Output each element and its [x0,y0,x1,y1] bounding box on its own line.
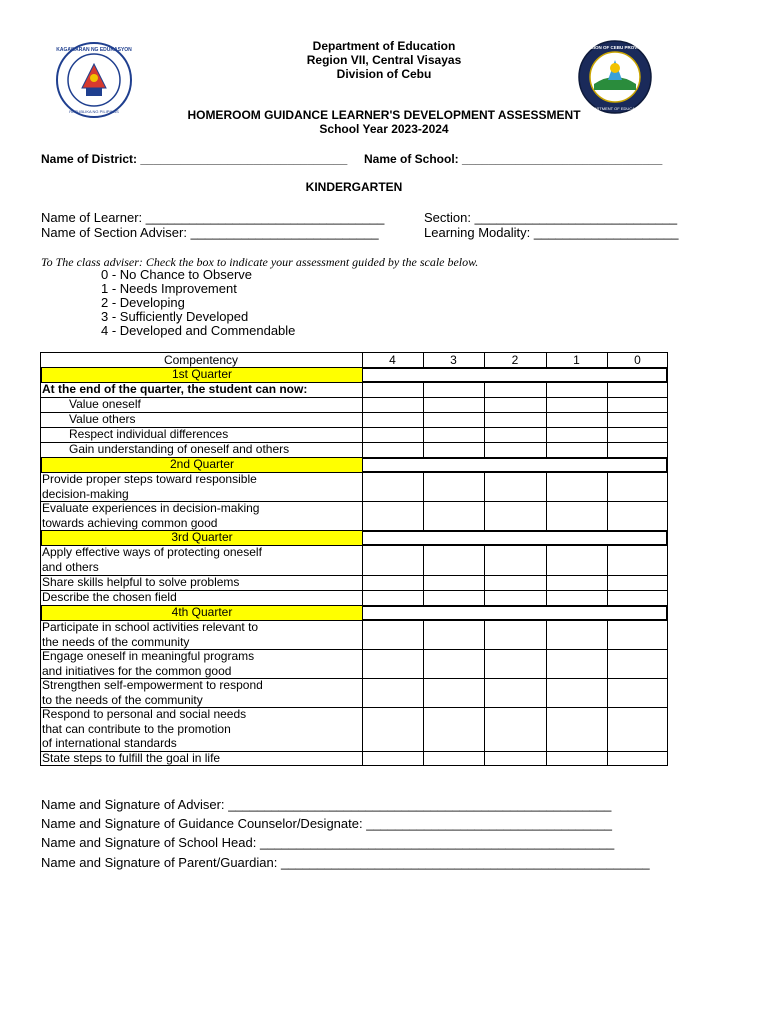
school-head-signature-line[interactable] [41,835,614,850]
score-checkbox-3[interactable] [423,442,484,457]
score-checkbox-1[interactable] [546,751,607,766]
quarter-label: 2nd Quarter [42,458,362,472]
column-divider [423,442,424,457]
competency-item [40,590,362,605]
column-divider [484,352,485,367]
score-checkbox-0[interactable] [607,545,668,575]
column-divider [423,427,424,442]
score-checkbox-2[interactable] [484,412,546,427]
score-checkbox-2[interactable] [484,590,546,605]
score-checkbox-4[interactable] [362,649,423,678]
column-divider [423,352,424,367]
score-checkbox-0[interactable] [607,707,668,751]
column-divider [362,397,363,412]
column-divider [362,472,363,501]
competency-line: of international standards [42,736,177,751]
column-divider [546,472,547,501]
score-checkbox-0[interactable] [607,620,668,649]
column-divider [362,590,363,605]
column-divider [484,545,485,575]
column-divider [607,678,608,707]
column-divider [484,620,485,649]
column-divider [484,590,485,605]
column-divider [546,620,547,649]
column-divider [423,678,424,707]
score-checkbox-3[interactable] [423,590,484,605]
score-checkbox-1[interactable] [546,649,607,678]
column-divider [484,442,485,457]
district-label: Name of District: [41,152,138,166]
score-checkbox-1[interactable] [546,472,607,501]
score-checkbox-1[interactable] [546,575,607,590]
modality-blank: ____________________ [533,225,679,240]
grade-level: KINDERGARTEN [305,180,403,194]
column-divider [607,427,608,442]
column-divider [362,678,363,707]
column-divider [423,545,424,575]
score-checkbox-1[interactable] [546,382,607,397]
parent-signature-line[interactable] [41,855,650,870]
score-checkbox-1[interactable] [546,590,607,605]
score-checkbox-3[interactable] [423,501,484,530]
right-seal-text: DIVISION OF CEBU PROVINCE [581,45,649,50]
header-score-4: 4 [389,353,396,367]
column-divider [362,382,363,397]
school-blank: ______________________________ [462,152,663,166]
signature-blank: _____________________________________________________ [228,797,612,812]
right-seal-bottom: DEPARTMENT OF EDUCATION [585,106,645,111]
score-checkbox-3[interactable] [423,397,484,412]
column-divider [484,707,485,751]
score-checkbox-2[interactable] [484,575,546,590]
signature-label: Name and Signature of Adviser: [41,797,225,812]
column-divider [607,412,608,427]
score-checkbox-4[interactable] [362,678,423,707]
column-divider [607,707,608,751]
score-checkbox-0[interactable] [607,678,668,707]
column-divider [362,412,363,427]
score-checkbox-0[interactable] [607,751,668,766]
competency-line: and others [42,560,99,574]
school-label: Name of School: [364,152,459,166]
score-checkbox-2[interactable] [484,649,546,678]
score-checkbox-4[interactable] [362,427,423,442]
competency-line: Respond to personal and social needs [42,707,247,721]
column-divider [362,620,363,649]
competency-line: towards achieving common good [42,515,218,530]
competency-item [40,649,362,678]
column-divider [607,442,608,457]
column-divider [423,472,424,501]
score-checkbox-3[interactable] [423,620,484,649]
signature-label: Name and Signature of School Head: [41,835,257,850]
score-checkbox-2[interactable] [484,545,546,575]
score-checkbox-3[interactable] [423,678,484,707]
score-checkbox-2[interactable] [484,707,546,751]
column-divider [546,649,547,678]
competency-item [40,707,362,751]
score-checkbox-4[interactable] [362,397,423,412]
score-checkbox-3[interactable] [423,751,484,766]
score-checkbox-1[interactable] [546,707,607,751]
quarter-label: 3rd Quarter [42,531,362,545]
score-checkbox-0[interactable] [607,412,668,427]
score-checkbox-0[interactable] [607,382,668,397]
scale-item-2: 2 - Developing [101,295,185,310]
column-divider [423,649,424,678]
left-seal-text: KAGAWARAN NG EDUKASYON [56,47,132,53]
score-checkbox-2[interactable] [484,678,546,707]
column-divider [546,751,547,766]
competency-line: decision-making [42,486,129,501]
column-divider [546,352,547,367]
score-checkbox-0[interactable] [607,397,668,412]
form-title [0,108,768,136]
column-divider [607,472,608,501]
column-divider [546,575,547,590]
column-divider [607,352,608,367]
score-checkbox-4[interactable] [362,707,423,751]
score-checkbox-2[interactable] [484,472,546,501]
column-divider [362,457,363,472]
quarter-label: 1st Quarter [42,368,362,382]
competency-line: Describe the chosen field [42,590,177,604]
column-divider [546,382,547,397]
score-checkbox-1[interactable] [546,397,607,412]
column-divider [484,575,485,590]
competency-line: the needs of the community [42,634,190,649]
competency-line: Provide proper steps toward responsible [42,472,257,486]
letterhead [0,39,768,81]
column-divider [546,501,547,530]
department-name: Department of Education [312,39,456,53]
score-checkbox-3[interactable] [423,575,484,590]
competency-item: Respect individual differences [69,427,229,441]
column-divider [423,620,424,649]
competency-item [40,575,362,590]
score-checkbox-1[interactable] [546,545,607,575]
score-checkbox-0[interactable] [607,590,668,605]
score-checkbox-4[interactable] [362,442,423,457]
competency-item [40,678,362,707]
competency-item [40,751,362,766]
adviser-blank: __________________________ [190,225,379,240]
column-divider [484,751,485,766]
assessment-table [40,352,668,766]
competency-line: State steps to fulfill the goal in life [42,751,221,765]
column-divider [546,707,547,751]
score-checkbox-2[interactable] [484,442,546,457]
score-checkbox-3[interactable] [423,707,484,751]
section-field[interactable] [424,210,677,225]
division-name: Division of Cebu [336,67,432,81]
column-divider [607,649,608,678]
header-score-2: 2 [511,353,519,367]
competency-item [40,620,362,649]
column-divider [362,367,363,382]
scale-item-0: 0 - No Chance to Observe [101,267,253,282]
scale-item-1: 1 - Needs Improvement [101,281,237,296]
column-divider [607,545,608,575]
district-blank: _______________________________ [140,152,348,166]
header-score-3: 3 [450,353,457,367]
instruction-text: To The class adviser: Check the box to indicate your assessment guided by the scale below. [41,255,479,269]
column-divider [607,382,608,397]
score-checkbox-4[interactable] [362,545,423,575]
competency-line: Evaluate experiences in decision-making [42,501,260,515]
left-seal-bottom: REPUBLIKA NG PILIPINAS [69,109,119,114]
column-divider [362,501,363,530]
column-divider [362,545,363,575]
column-divider [484,472,485,501]
competency-line: Share skills helpful to solve problems [42,575,240,589]
quarter-intro: At the end of the quarter, the student can now: [42,382,308,396]
column-divider [546,412,547,427]
column-divider [546,397,547,412]
column-divider [423,397,424,412]
column-divider [362,751,363,766]
scale-item-4: 4 - Developed and Commendable [101,323,296,338]
score-checkbox-4[interactable] [362,575,423,590]
column-divider [546,678,547,707]
competency-item [40,472,362,501]
column-divider [607,751,608,766]
column-divider [484,501,485,530]
learner-label: Name of Learner: [41,210,143,225]
competency-line: that can contribute to the promotion [42,721,231,736]
score-checkbox-1[interactable] [546,501,607,530]
section-label: Section: [424,210,471,225]
adviser-field[interactable] [41,225,379,240]
competency-line: to the needs of the community [42,692,203,707]
competency-item: Value others [69,412,136,426]
modality-label: Learning Modality: [424,225,531,240]
competency-item [40,501,362,530]
column-divider [546,545,547,575]
quarter-label: 4th Quarter [42,606,362,620]
region-name: Region VII, Central Visayas [306,53,462,67]
modality-field[interactable] [424,225,678,240]
counselor-signature-line[interactable] [41,816,612,831]
section-blank: ____________________________ [474,210,678,225]
score-checkbox-2[interactable] [484,620,546,649]
score-checkbox-2[interactable] [484,397,546,412]
score-checkbox-0[interactable] [607,501,668,530]
column-divider [362,530,363,545]
score-checkbox-0[interactable] [607,442,668,457]
column-divider [362,707,363,751]
column-divider [607,590,608,605]
column-divider [546,590,547,605]
header-score-1: 1 [573,353,580,367]
learner-blank: _________________________________ [145,210,385,225]
score-checkbox-3[interactable] [423,412,484,427]
column-divider [607,575,608,590]
competency-item: Gain understanding of oneself and others [69,442,290,456]
score-checkbox-3[interactable] [423,649,484,678]
score-checkbox-3[interactable] [423,545,484,575]
school-field[interactable] [364,152,662,167]
column-divider [423,590,424,605]
column-divider [423,707,424,751]
score-checkbox-1[interactable] [546,678,607,707]
learner-field[interactable] [41,210,384,225]
score-checkbox-0[interactable] [607,472,668,501]
competency-line: Engage oneself in meaningful programs [42,649,255,663]
score-checkbox-3[interactable] [423,427,484,442]
score-checkbox-3[interactable] [423,472,484,501]
score-checkbox-4[interactable] [362,620,423,649]
competency-line: Strengthen self-empowerment to respond [42,678,263,692]
header-score-0: 0 [634,353,641,367]
score-checkbox-2[interactable] [484,501,546,530]
score-checkbox-4[interactable] [362,472,423,501]
competency-line: Apply effective ways of protecting oneself [42,545,262,559]
scale-item-3: 3 - Sufficiently Developed [101,309,249,324]
competency-line: and initiatives for the common good [42,663,232,678]
column-divider [362,427,363,442]
score-checkbox-1[interactable] [546,412,607,427]
adviser-signature-line[interactable] [41,797,611,812]
competency-item: Value oneself [69,397,141,411]
adviser-label: Name of Section Adviser: [41,225,187,240]
column-divider [362,575,363,590]
column-divider [484,649,485,678]
competency-item [40,545,362,575]
signature-blank: __________________________________ [366,816,613,831]
column-divider [362,442,363,457]
signature-label: Name and Signature of Parent/Guardian: [41,855,278,870]
score-checkbox-0[interactable] [607,427,668,442]
score-checkbox-0[interactable] [607,575,668,590]
score-checkbox-2[interactable] [484,751,546,766]
column-divider [362,352,363,367]
column-divider [423,501,424,530]
score-checkbox-0[interactable] [607,649,668,678]
form-title-main: HOMEROOM GUIDANCE LEARNER'S DEVELOPMENT ASSESSMENT [187,108,581,122]
score-checkbox-4[interactable] [362,501,423,530]
column-divider [423,382,424,397]
column-divider [546,427,547,442]
signature-blank: _________________________________________________ [259,835,615,850]
column-divider [607,501,608,530]
score-checkbox-2[interactable] [484,427,546,442]
score-checkbox-4[interactable] [362,412,423,427]
column-divider [484,678,485,707]
score-checkbox-4[interactable] [362,382,423,397]
column-divider [423,412,424,427]
score-checkbox-4[interactable] [362,751,423,766]
score-checkbox-4[interactable] [362,590,423,605]
signature-blank: ___________________________________________________ [280,855,650,870]
column-divider [484,427,485,442]
district-field[interactable] [41,152,347,167]
score-checkbox-3[interactable] [423,382,484,397]
school-year: School Year 2023-2024 [319,122,449,136]
signature-label: Name and Signature of Guidance Counselor/Designate: [41,816,363,831]
column-divider [362,605,363,620]
column-divider [546,442,547,457]
column-divider [484,382,485,397]
column-divider [362,649,363,678]
score-checkbox-1[interactable] [546,427,607,442]
column-divider [423,575,424,590]
header-competency: Compentency [163,353,239,367]
competency-line: Participate in school activities relevant to [42,620,259,634]
column-divider [484,397,485,412]
score-checkbox-1[interactable] [546,620,607,649]
column-divider [484,412,485,427]
column-divider [607,397,608,412]
score-checkbox-2[interactable] [484,382,546,397]
column-divider [607,620,608,649]
column-divider [423,751,424,766]
score-checkbox-1[interactable] [546,442,607,457]
